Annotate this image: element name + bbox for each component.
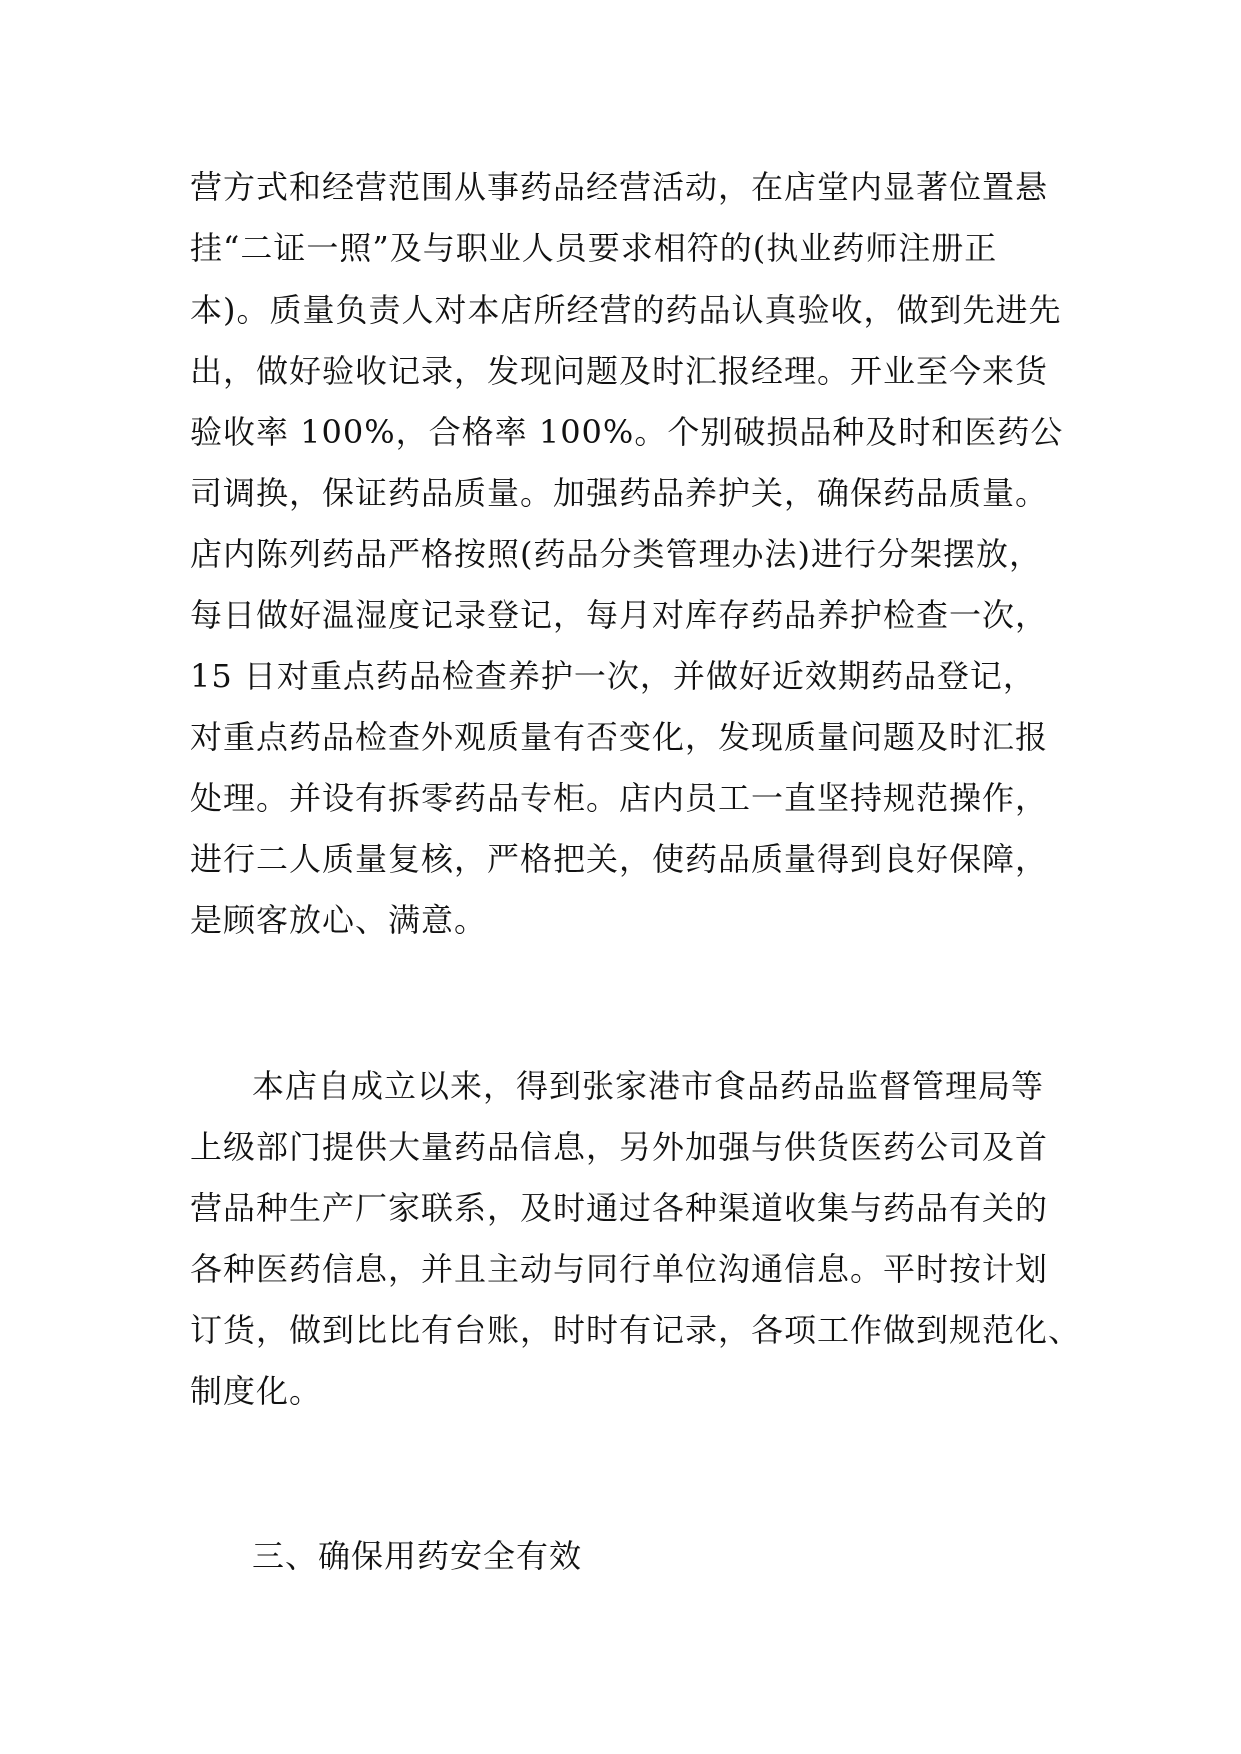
section-heading: 三、确保用药安全有效 <box>252 1537 583 1575</box>
paragraph-1-line-11: 处理。并设有拆零药品专柜。店内员工一直坚持规范操作， <box>190 779 1049 817</box>
paragraph-2-line-1: 本店自成立以来，得到张家港市食品药品监督管理局等 <box>252 1067 1045 1105</box>
paragraph-1-line-5: 验收率 100%，合格率 100%。个别破损品种及时和医药公 <box>190 413 1064 451</box>
paragraph-2-line-4: 各种医药信息，并且主动与同行单位沟通信息。平时按计划 <box>190 1250 1049 1288</box>
paragraph-1-line-4: 出，做好验收记录，发现问题及时汇报经理。开业至今来货 <box>190 352 1049 390</box>
paragraph-1-line-13: 是顾客放心、满意。 <box>190 901 488 939</box>
paragraph-2-line-2: 上级部门提供大量药品信息，另外加强与供货医药公司及首 <box>190 1128 1049 1166</box>
paragraph-1-line-8: 每日做好温湿度记录登记，每月对库存药品养护检查一次， <box>190 596 1049 634</box>
paragraph-1-line-2: 挂“二证一照”及与职业人员要求相符的(执业药师注册正 <box>190 229 998 267</box>
paragraph-1-line-9: 15 日对重点药品检查养护一次，并做好近效期药品登记， <box>190 657 1036 695</box>
paragraph-2-line-5: 订货，做到比比有台账，时时有记录，各项工作做到规范化、 <box>190 1311 1082 1349</box>
paragraph-1-line-6: 司调换，保证药品质量。加强药品养护关，确保药品质量。 <box>190 474 1049 512</box>
paragraph-1-line-7: 店内陈列药品严格按照(药品分类管理办法)进行分架摆放， <box>190 535 1042 573</box>
paragraph-2-line-3: 营品种生产厂家联系，及时通过各种渠道收集与药品有关的 <box>190 1189 1049 1227</box>
paragraph-1-line-12: 进行二人质量复核，严格把关，使药品质量得到良好保障， <box>190 840 1049 878</box>
paragraph-1-line-1: 营方式和经营范围从事药品经营活动，在店堂内显著位置悬 <box>190 168 1049 206</box>
paragraph-1-line-3: 本)。质量负责人对本店所经营的药品认真验收，做到先进先 <box>190 291 1062 329</box>
paragraph-2-line-6: 制度化。 <box>190 1372 323 1410</box>
paragraph-1-line-10: 对重点药品检查外观质量有否变化，发现质量问题及时汇报 <box>190 718 1049 756</box>
